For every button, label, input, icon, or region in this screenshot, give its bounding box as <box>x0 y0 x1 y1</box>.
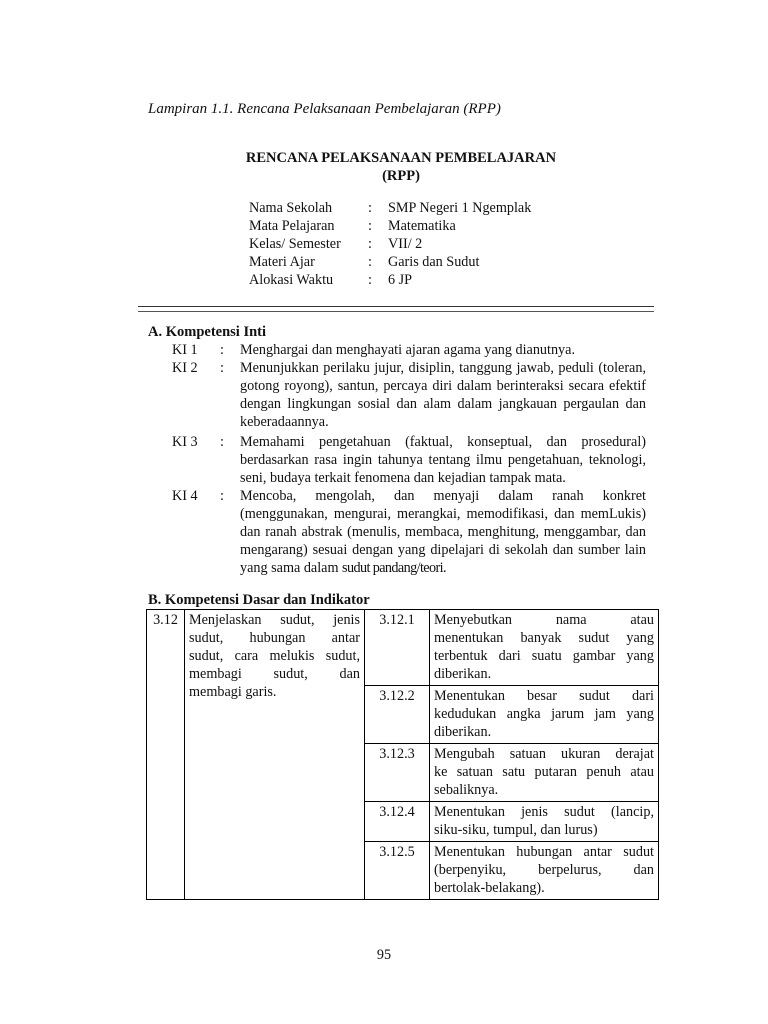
section-a-heading: A. Kompetensi Inti <box>148 324 267 340</box>
indicator-code: 3.12.2 <box>365 686 430 744</box>
identity-separator: : <box>368 218 372 234</box>
indicator-text <box>430 610 659 686</box>
ki-item <box>172 359 646 431</box>
ki-code: KI 3 <box>172 434 198 450</box>
ki-line-part: yang sama dalam <box>240 560 343 576</box>
identity-value: 6 JP <box>388 272 413 288</box>
indicator-code: 3.12.5 <box>365 842 430 900</box>
kd-code: 3.12 <box>147 610 185 900</box>
indicator-line: ke satuan satu putaran penuh atau <box>434 764 654 780</box>
identity-label: Kelas/ Semester <box>249 236 341 252</box>
identity-block <box>249 199 531 289</box>
indicator-text <box>430 802 659 842</box>
identity-row-class <box>249 235 531 253</box>
ki-line: keberadaannya. <box>240 414 329 430</box>
identity-separator: : <box>368 254 372 270</box>
identity-row-material <box>249 253 531 271</box>
appendix-label: Lampiran 1.1. Rencana Pelaksanaan Pembelajaran (RPP) <box>148 101 501 117</box>
ki-line <box>240 559 646 577</box>
identity-row-school <box>249 199 531 217</box>
ki-line-part-condensed: sudut pandang/teori. <box>342 560 446 576</box>
identity-label: Materi Ajar <box>249 254 315 270</box>
indicator-line: (berpenyiku, berpelurus, dan <box>434 862 654 878</box>
indicator-line: menentukan banyak sudut yang <box>434 630 654 646</box>
ki-separator: : <box>220 488 224 504</box>
indicator-line: Menentukan hubungan antar sudut <box>434 844 654 860</box>
indicator-text <box>430 842 659 900</box>
identity-separator: : <box>368 200 372 216</box>
ki-line: berdasarkan rasa ingin tahunya tentang ilmu pengetahuan, teknologi, <box>240 452 646 468</box>
ki-line: gotong royong), santun, percaya diri dalam berinteraksi secara efektif <box>240 378 646 394</box>
ki-line: Menghargai dan menghayati ajaran agama yang dianutnya. <box>240 342 575 358</box>
ki-line: dan ranah abstrak (menulis, membaca, menghitung, menggambar, dan <box>240 524 646 540</box>
kd-description <box>185 610 365 900</box>
ki-text <box>240 359 646 431</box>
ki-code: KI 2 <box>172 360 198 376</box>
kd-line: Menjelaskan sudut, jenis <box>189 612 360 628</box>
indicator-line: siku-siku, tumpul, dan lurus) <box>434 822 598 838</box>
indicator-line: Menentukan besar sudut dari <box>434 688 654 704</box>
indicator-line: Menyebutkan nama atau <box>434 612 654 628</box>
kd-line: sudut, hubungan antar <box>189 630 360 646</box>
ki-line: mengarang) sesuai dengan yang dipelajari di sekolah dan sumber lain <box>240 542 646 558</box>
page-number: 95 <box>376 947 392 963</box>
ki-item <box>172 433 646 487</box>
ki-code: KI 1 <box>172 342 198 358</box>
identity-value: Garis dan Sudut <box>388 254 480 270</box>
kd-line: sudut, cara melukis sudut, <box>189 648 360 664</box>
identity-label: Mata Pelajaran <box>249 218 335 234</box>
identity-separator: : <box>368 236 372 252</box>
ki-item <box>172 487 646 577</box>
indicator-code: 3.12.4 <box>365 802 430 842</box>
identity-row-time <box>249 271 531 289</box>
kd-line: membagi sudut, dan <box>189 666 360 682</box>
indicator-line: sebaliknya. <box>434 782 499 798</box>
indicator-line: Menentukan jenis sudut (lancip, <box>434 804 654 820</box>
ki-line: (menggunakan, mengurai, merangkai, memodifikasi, dan memLukis) <box>240 506 646 522</box>
section-b-heading: B. Kompetensi Dasar dan Indikator <box>148 592 370 608</box>
identity-separator: : <box>368 272 372 288</box>
kd-line: membagi garis. <box>189 684 277 700</box>
identity-value: VII/ 2 <box>388 236 423 252</box>
ki-item <box>172 341 646 359</box>
indicator-line: diberikan. <box>434 666 492 682</box>
indicator-line: Mengubah satuan ukuran derajat <box>434 746 654 762</box>
indicator-line: terbentuk dari suatu gambar yang <box>434 648 654 664</box>
competency-table <box>146 609 659 900</box>
identity-row-subject <box>249 217 531 235</box>
ki-separator: : <box>220 342 224 358</box>
indicator-code: 3.12.1 <box>365 610 430 686</box>
indicator-line: diberikan. <box>434 724 492 740</box>
ki-line: Mencoba, mengolah, dan menyaji dalam ranah konkret <box>240 488 646 504</box>
identity-label: Alokasi Waktu <box>249 272 334 288</box>
identity-value: Matematika <box>388 218 456 234</box>
indicator-line: bertolak-belakang). <box>434 880 545 896</box>
document-title: RENCANA PELAKSANAAN PEMBELAJARAN <box>245 150 557 166</box>
ki-line: Menunjukkan perilaku jujur, disiplin, tanggung jawab, peduli (toleran, <box>240 360 646 376</box>
document-subtitle: (RPP) <box>382 168 420 184</box>
ki-text <box>240 433 646 487</box>
header-divider-secondary <box>138 311 654 312</box>
identity-label: Nama Sekolah <box>249 200 333 216</box>
indicator-line: kedudukan angka jarum jam yang <box>434 706 654 722</box>
ki-text <box>240 487 646 577</box>
table-row <box>147 610 659 686</box>
ki-code: KI 4 <box>172 488 198 504</box>
ki-separator: : <box>220 360 224 376</box>
ki-line: seni, budaya terkait fenomena dan kejadian tampak mata. <box>240 470 566 486</box>
indicator-text <box>430 686 659 744</box>
header-divider <box>138 306 654 307</box>
indicator-code: 3.12.3 <box>365 744 430 802</box>
indicator-text <box>430 744 659 802</box>
ki-text <box>240 341 646 359</box>
ki-line: dengan lingkungan sosial dan alam dalam jangkauan pergaulan dan <box>240 396 646 412</box>
identity-value: SMP Negeri 1 Ngemplak <box>388 200 532 216</box>
ki-line: Memahami pengetahuan (faktual, konseptual, dan prosedural) <box>240 434 646 450</box>
ki-separator: : <box>220 434 224 450</box>
